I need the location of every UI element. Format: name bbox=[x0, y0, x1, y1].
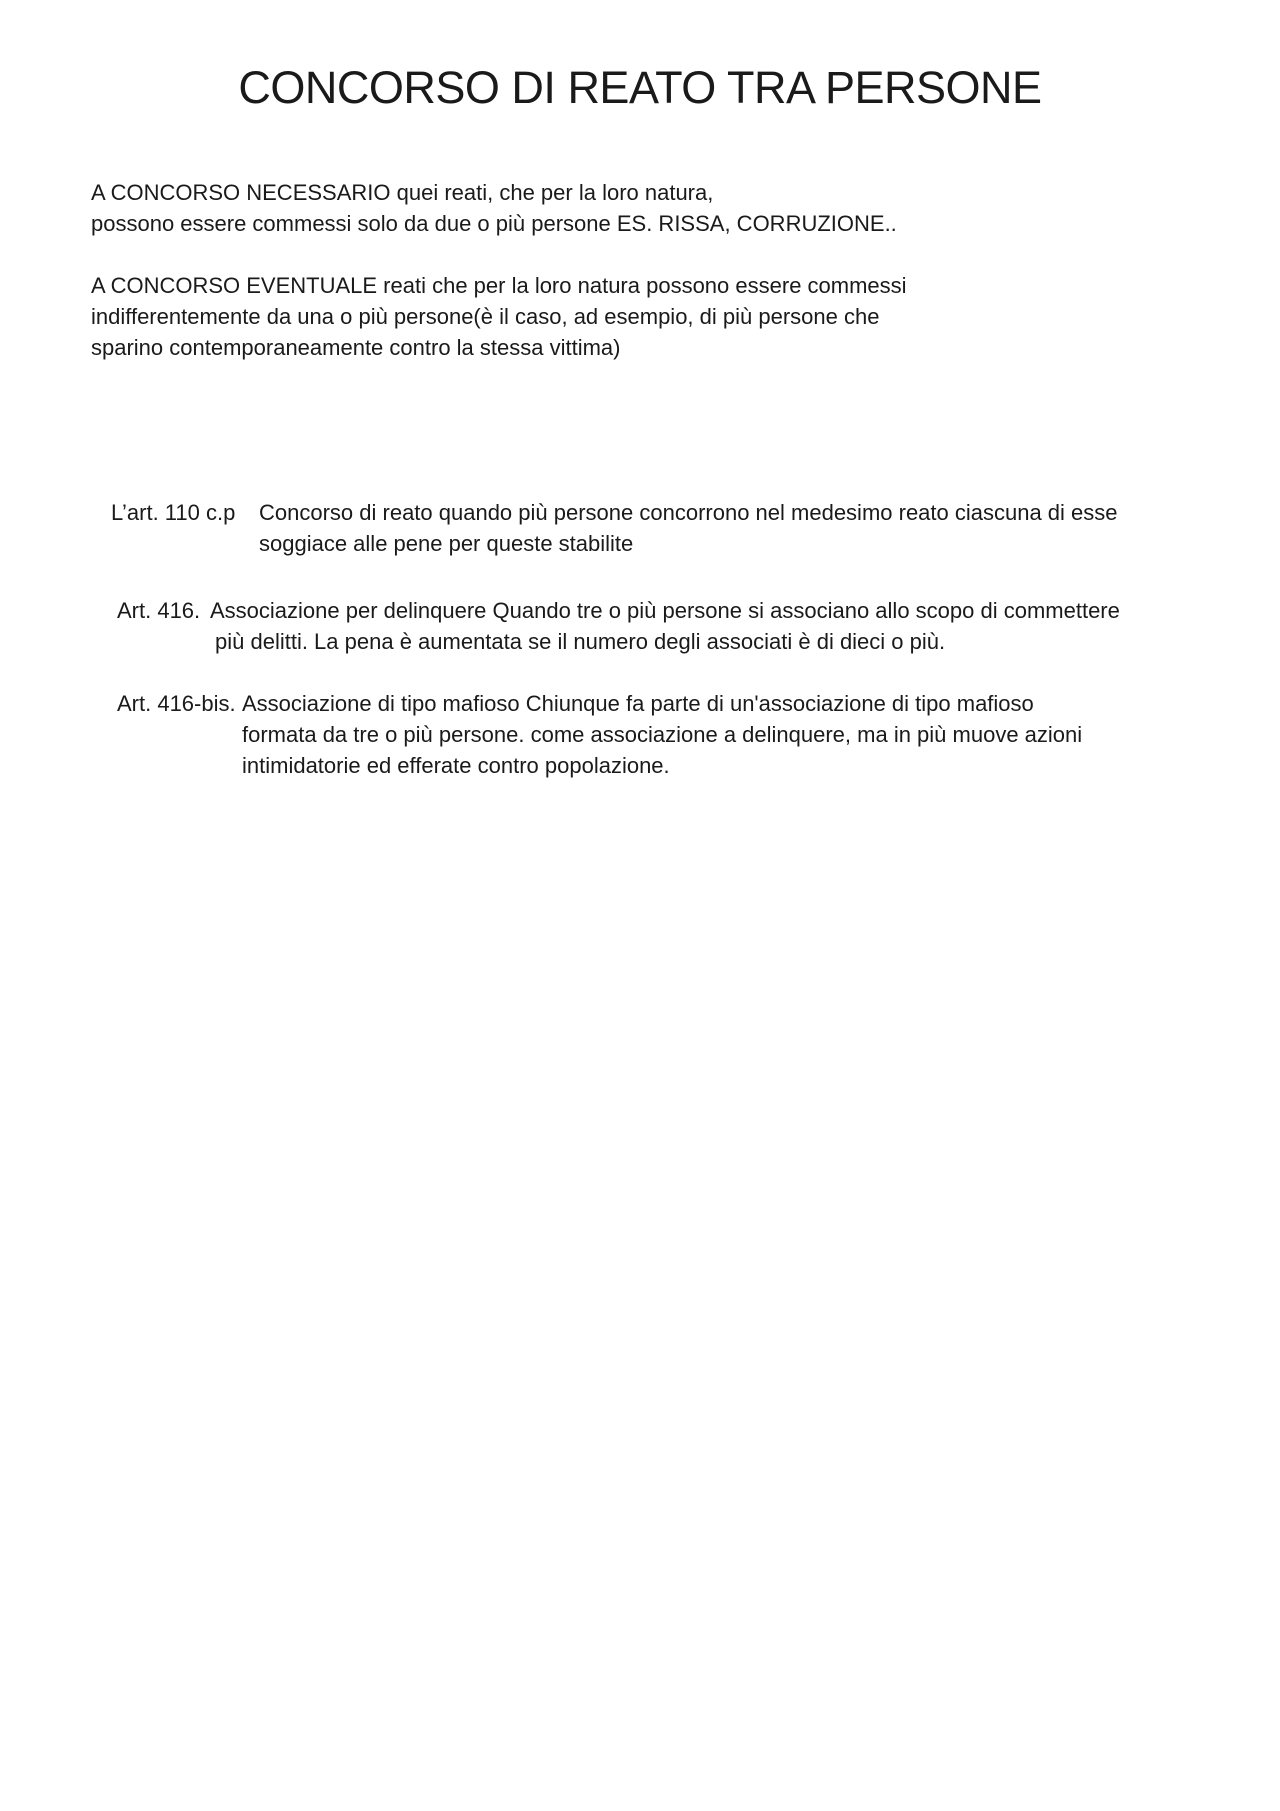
article-text-line: Concorso di reato quando più persone concorrono nel medesimo reato ciascuna di esse bbox=[259, 500, 1118, 525]
paragraph-line: A CONCORSO EVENTUALE reati che per la loro natura possono essere commessi bbox=[91, 273, 907, 298]
article-label: L’art. 110 c.p bbox=[111, 500, 236, 525]
article-text-line: formata da tre o più persone. come associazione a delinquere, ma in più muove azioni bbox=[242, 722, 1083, 747]
intro-eventuale-paragraph bbox=[91, 270, 907, 363]
article-text-line: Associazione di tipo mafioso Chiunque fa parte di un'associazione di tipo mafioso bbox=[242, 691, 1034, 716]
article-text-line: più delitti. La pena è aumentata se il numero degli associati è di dieci o più. bbox=[215, 629, 946, 654]
intro-necessario-paragraph bbox=[91, 177, 897, 239]
article-text-line: Associazione per delinquere Quando tre o più persone si associano allo scopo di commettere bbox=[210, 598, 1120, 623]
paragraph-line: sparino contemporaneamente contro la stessa vittima) bbox=[91, 335, 621, 360]
article-text-line: intimidatorie ed efferate contro popolazione. bbox=[242, 753, 670, 778]
article-label: Art. 416-bis. bbox=[117, 691, 236, 716]
article-text-line: soggiace alle pene per queste stabilite bbox=[259, 531, 634, 556]
paragraph-line: A CONCORSO NECESSARIO quei reati, che per la loro natura, bbox=[91, 180, 714, 205]
page-title: CONCORSO DI REATO TRA PERSONE bbox=[238, 62, 1042, 113]
article-label: Art. 416. bbox=[117, 598, 201, 623]
paragraph-line: possono essere commessi solo da due o più persone ES. RISSA, CORRUZIONE.. bbox=[91, 211, 897, 236]
paragraph-line: indifferentemente da una o più persone(è il caso, ad esempio, di più persone che bbox=[91, 304, 880, 329]
